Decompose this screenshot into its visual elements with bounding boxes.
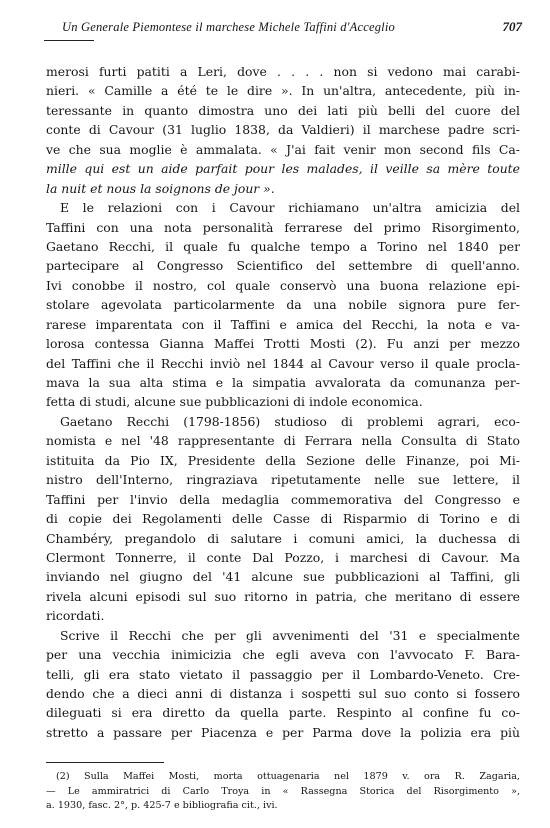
text-line: nieri. « Camille a été te le dire ». In un'altra, antecedente, più in- [46,83,520,99]
text-line: la nuit et nous la soignons de jour ». [46,180,275,196]
text-line: nomista e nel '48 rappresentante di Ferrara nella Consulta di Stato [46,433,520,449]
text-line: Gaetano Recchi, il quale fu qualche tempo a Torino nel 1840 per [46,238,520,254]
text-line: Taffini per l'invio della medaglia commemorativa del Congresso e [46,491,520,507]
text-line: lorosa contessa Gianna Maffei Trotti Mosti (2). Fu anzi per mezzo [46,336,520,352]
page-header [44,18,522,40]
text-line: stretto a passare per Piacenza e per Parma dove la polizia era più [46,724,520,740]
footnotes [46,770,520,814]
text-line: rivela alcuni episodi sul suo ritorno in patria, che meritano di essere [46,588,520,604]
text-line: dileguati si era diretto da quella parte. Respinto al confine fu co- [46,705,520,721]
text-line: merosi furti patiti a Leri, dove . . . . non si vedono mai carabi- [46,64,520,79]
text-line: rarese imparentata con il Taffini e amica del Recchi, la nota e va- [46,316,520,332]
text-line: di copie dei Regolamenti delle Casse di Risparmio di Torino e di [46,511,520,527]
text-line: Chambéry, pregandolo di salutare i comuni amici, la duchessa di [46,530,520,546]
text-line: mava la sua alta stima e la simpatia avvalorata da comunanza per- [46,375,520,390]
text-line: inviando nel giugno del '41 alcune sue pubblicazioni al Taffini, gli [46,569,520,585]
footnote-line: (2) Sulla Maffei Mosti, morta ottuagenaria nel 1879 v. ora R. Zagaria, [56,771,520,782]
text-line: ve che sua moglie è ammalata. « J'ai fait venir mon second fils Ca- [46,141,520,157]
text-line: dendo che a dieci anni di distanza i sospetti sul suo conto si fossero [46,686,520,701]
header-rule [44,40,94,41]
footnote-line: — Le ammiratrici di Carlo Troya in « Rassegna Storica del Risorgimento », [46,785,520,797]
text-line: fetta di studi, alcune sue pubblicazioni di indole economica. [46,394,423,410]
footnote-line: a. 1930, fasc. 2°, p. 425-7 e bibliografia cit., ivi. [46,800,278,811]
text-line: istituita da Pio IX, Presidente della Sezione delle Finanze, poi Mi- [46,452,520,468]
text-line: partecipare al Congresso Scientifico del settembre di quell'anno. [46,258,520,274]
text-line: Scrive il Recchi che per gli avvenimenti del '31 e specialmente [60,627,520,643]
text-line: conte di Cavour (31 luglio 1838, da Valdieri) il marchese padre scri- [46,122,520,138]
text-line: Gaetano Recchi (1798-1856) studioso di problemi agrari, eco- [60,413,520,429]
text-line: E le relazioni con i Cavour richiamano un'altra amicizia del [60,200,520,216]
text-line: mille qui est un aide parfait pour les malades, il veille sa mère toute [46,161,520,177]
text-line: Taffini con una nota personalità ferrarese del primo Risorgimento, [46,219,520,235]
page-number: 707 [502,19,522,34]
text-line: del Taffini che il Recchi inviò nel 1844 al Cavour verso il quale procla- [46,355,520,371]
text-line: Clermont Tonnerre, il conte Dal Pozzo, i marchesi di Cavour. Ma [46,549,520,565]
text-line: nistro dell'Interno, ringraziava ripetutamente nelle sue lettere, il [46,472,520,488]
text-line: teressante in quanto dimostra uno dei lati più belli del cuore del [46,102,520,118]
text-line: Ivi conobbe il nostro, col quale conservò una buona relazione epi- [46,277,520,293]
text-line: telli, gli era stato vietato il passaggio per il Lombardo-Veneto. Cre- [46,666,520,682]
running-head: Un Generale Piemontese il marchese Michele Taffini d'Acceglio [62,20,395,34]
text-line: per una vecchia inimicizia che egli aveva con l'avvocato F. Bara- [46,647,520,663]
text-line: stolare agevolata particolarmente da una nobile signora pure fer- [46,297,520,313]
body-text [46,62,520,742]
text-line: ricordati. [46,608,105,624]
footnote-rule [46,762,164,763]
